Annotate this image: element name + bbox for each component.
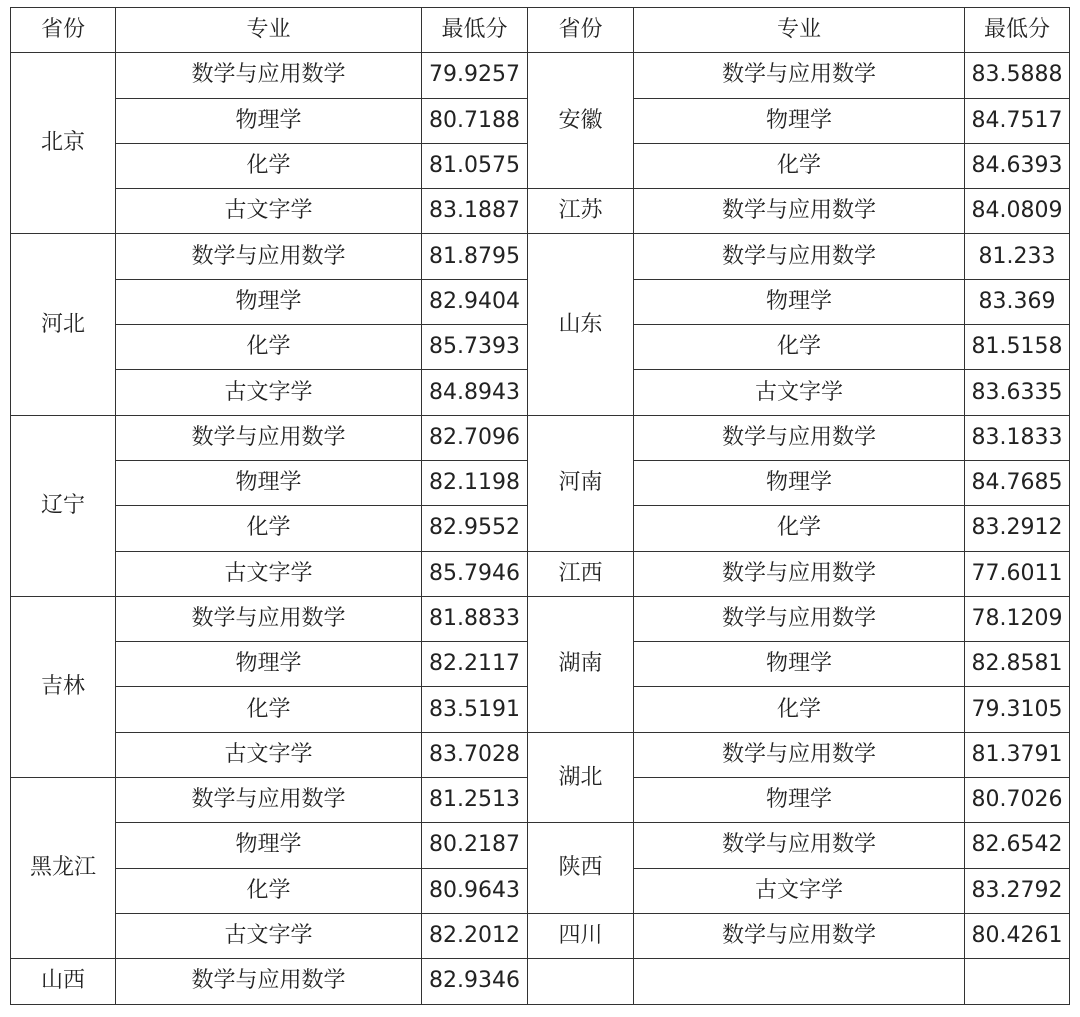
left-major-cell: 物理学 [116, 642, 422, 687]
right-major-cell-empty [634, 959, 965, 1004]
right-major-cell: 物理学 [634, 98, 965, 143]
right-score-cell: 83.5888 [965, 53, 1070, 98]
left-score-cell: 82.1198 [422, 460, 528, 505]
right-major-cell: 物理学 [634, 279, 965, 324]
header-major: 专业 [634, 8, 965, 53]
right-major-cell: 化学 [634, 325, 965, 370]
right-province-cell: 江西 [528, 551, 634, 596]
left-major-cell: 古文字学 [116, 551, 422, 596]
right-score-cell: 83.2792 [965, 868, 1070, 913]
left-major-cell: 化学 [116, 687, 422, 732]
right-province-cell: 湖南 [528, 596, 634, 732]
left-score-cell: 81.2513 [422, 778, 528, 823]
left-major-cell: 古文字学 [116, 370, 422, 415]
right-score-cell: 81.3791 [965, 732, 1070, 777]
left-province-cell: 辽宁 [11, 415, 116, 596]
header-min-score: 最低分 [422, 8, 528, 53]
left-province-cell: 山西 [11, 959, 116, 1004]
right-score-cell: 83.1833 [965, 415, 1070, 460]
left-score-cell: 80.7188 [422, 98, 528, 143]
right-score-cell: 81.233 [965, 234, 1070, 279]
right-score-cell: 81.5158 [965, 325, 1070, 370]
right-major-cell: 数学与应用数学 [634, 596, 965, 641]
left-score-cell: 83.1887 [422, 189, 528, 234]
right-province-cell-empty [528, 959, 634, 1004]
right-score-cell: 78.1209 [965, 596, 1070, 641]
left-major-cell: 物理学 [116, 823, 422, 868]
right-major-cell: 数学与应用数学 [634, 189, 965, 234]
right-province-cell: 湖北 [528, 732, 634, 823]
right-score-cell: 79.3105 [965, 687, 1070, 732]
header-min-score: 最低分 [965, 8, 1070, 53]
left-score-cell: 82.9404 [422, 279, 528, 324]
left-major-cell: 数学与应用数学 [116, 234, 422, 279]
left-score-cell: 81.8795 [422, 234, 528, 279]
left-score-cell: 81.0575 [422, 143, 528, 188]
right-province-cell: 四川 [528, 913, 634, 958]
right-major-cell: 数学与应用数学 [634, 732, 965, 777]
left-major-cell: 数学与应用数学 [116, 596, 422, 641]
right-major-cell: 化学 [634, 143, 965, 188]
left-major-cell: 物理学 [116, 460, 422, 505]
table-row [11, 189, 1070, 234]
right-score-cell: 84.7685 [965, 460, 1070, 505]
left-major-cell: 物理学 [116, 279, 422, 324]
right-major-cell: 物理学 [634, 778, 965, 823]
left-province-cell: 河北 [11, 234, 116, 415]
left-score-cell: 82.7096 [422, 415, 528, 460]
left-score-cell: 85.7393 [422, 325, 528, 370]
right-major-cell: 数学与应用数学 [634, 415, 965, 460]
right-score-cell: 84.6393 [965, 143, 1070, 188]
right-province-cell: 江苏 [528, 189, 634, 234]
left-province-cell: 吉林 [11, 596, 116, 777]
right-score-cell-empty [965, 959, 1070, 1004]
left-score-cell: 84.8943 [422, 370, 528, 415]
right-major-cell: 物理学 [634, 642, 965, 687]
right-province-cell: 安徽 [528, 53, 634, 189]
left-major-cell: 数学与应用数学 [116, 778, 422, 823]
left-major-cell: 数学与应用数学 [116, 53, 422, 98]
left-province-cell: 黑龙江 [11, 778, 116, 959]
left-major-cell: 古文字学 [116, 189, 422, 234]
table-row [11, 53, 1070, 98]
left-score-cell: 83.5191 [422, 687, 528, 732]
left-major-cell: 化学 [116, 143, 422, 188]
table-row [11, 551, 1070, 596]
right-score-cell: 84.7517 [965, 98, 1070, 143]
right-major-cell: 化学 [634, 687, 965, 732]
right-score-cell: 83.2912 [965, 506, 1070, 551]
right-major-cell: 数学与应用数学 [634, 823, 965, 868]
left-score-cell: 83.7028 [422, 732, 528, 777]
right-major-cell: 化学 [634, 506, 965, 551]
header-row [11, 8, 1070, 53]
right-score-cell: 83.369 [965, 279, 1070, 324]
right-score-cell: 82.6542 [965, 823, 1070, 868]
right-score-cell: 82.8581 [965, 642, 1070, 687]
left-score-cell: 81.8833 [422, 596, 528, 641]
table-body [11, 8, 1070, 1005]
table-row [11, 732, 1070, 777]
left-major-cell: 数学与应用数学 [116, 959, 422, 1004]
left-score-cell: 80.2187 [422, 823, 528, 868]
table-row [11, 823, 1070, 868]
right-province-cell: 山东 [528, 234, 634, 415]
table-row [11, 234, 1070, 279]
left-major-cell: 化学 [116, 506, 422, 551]
header-major: 专业 [116, 8, 422, 53]
left-score-cell: 79.9257 [422, 53, 528, 98]
table-row [11, 913, 1070, 958]
left-score-cell: 82.9346 [422, 959, 528, 1004]
right-score-cell: 77.6011 [965, 551, 1070, 596]
table-row [11, 415, 1070, 460]
right-province-cell: 陕西 [528, 823, 634, 914]
right-major-cell: 物理学 [634, 460, 965, 505]
right-major-cell: 数学与应用数学 [634, 53, 965, 98]
header-province: 省份 [528, 8, 634, 53]
left-score-cell: 82.2117 [422, 642, 528, 687]
left-major-cell: 古文字学 [116, 913, 422, 958]
left-major-cell: 数学与应用数学 [116, 415, 422, 460]
score-table [10, 7, 1070, 1005]
left-score-cell: 82.9552 [422, 506, 528, 551]
left-score-cell: 80.9643 [422, 868, 528, 913]
right-major-cell: 数学与应用数学 [634, 234, 965, 279]
right-major-cell: 古文字学 [634, 868, 965, 913]
right-score-cell: 80.4261 [965, 913, 1070, 958]
left-score-cell: 82.2012 [422, 913, 528, 958]
table-row [11, 596, 1070, 641]
right-score-cell: 84.0809 [965, 189, 1070, 234]
left-province-cell: 北京 [11, 53, 116, 234]
left-major-cell: 古文字学 [116, 732, 422, 777]
header-province: 省份 [11, 8, 116, 53]
table-row [11, 959, 1070, 1004]
left-major-cell: 化学 [116, 868, 422, 913]
right-major-cell: 古文字学 [634, 370, 965, 415]
right-score-cell: 80.7026 [965, 778, 1070, 823]
left-major-cell: 化学 [116, 325, 422, 370]
left-score-cell: 85.7946 [422, 551, 528, 596]
right-score-cell: 83.6335 [965, 370, 1070, 415]
left-major-cell: 物理学 [116, 98, 422, 143]
right-province-cell: 河南 [528, 415, 634, 551]
right-major-cell: 数学与应用数学 [634, 913, 965, 958]
right-major-cell: 数学与应用数学 [634, 551, 965, 596]
